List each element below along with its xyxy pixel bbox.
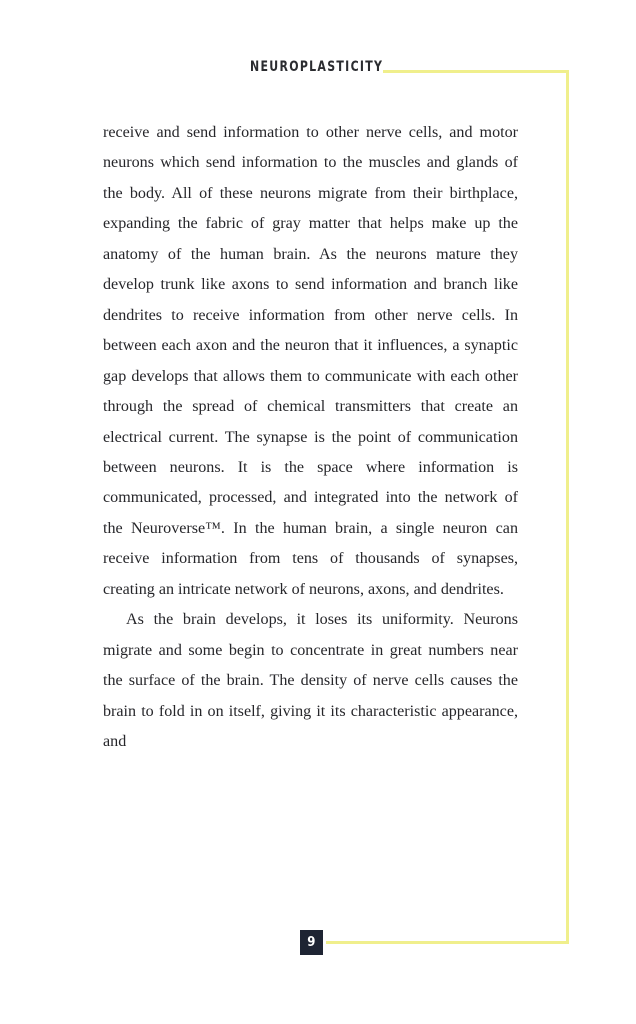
decorative-rule-top bbox=[383, 70, 569, 73]
page-number-badge: 9 bbox=[300, 930, 323, 955]
running-head: NEUROPLASTICITY bbox=[250, 59, 384, 75]
paragraph-brain-develops: As the brain develops, it loses its uniformity. Neurons migrate and some begin to concentrate in great numbers near the surface of the brain. The density of nerve cells causes the brain to fold in on itself, giving it its characteristic appearance, and bbox=[103, 611, 518, 751]
decorative-rule-bottom bbox=[326, 941, 569, 944]
paragraph-continuation: receive and send information to other nerve cells, and motor neurons which send information to the muscles and glands of the body. All of these neurons migrate from their birthplace, expanding the fabric of gray matter that helps make up the anatomy of the human brain. As the neurons mature they develop trunk like axons to send information and branch like dendrites to receive information from other nerve cells. In between each axon and the neuron that it influences, a synaptic gap develops that allows them to communicate with each other through the spread of chemical transmitters that create an electrical current. The synapse is the point of communication between neurons. It is the space where information is communicated, processed, and integrated into the network of the Neuroverse™. In the human brain, a single neuron can receive information from tens of thousands of synapses, creating an intricate network of neurons, axons, and dendrites. bbox=[103, 124, 518, 598]
body-text-column bbox=[103, 118, 518, 758]
decorative-rule-right bbox=[566, 70, 569, 944]
